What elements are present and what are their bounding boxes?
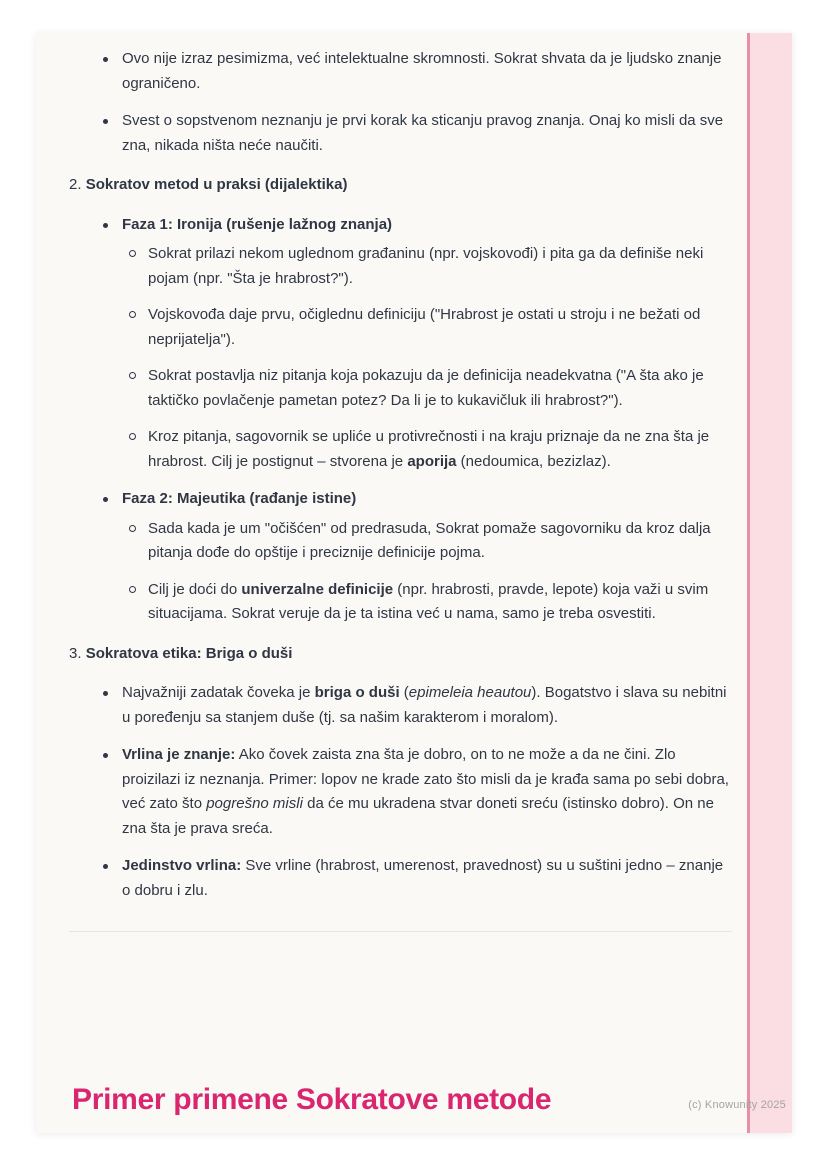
text-run: univerzalne definicije	[241, 580, 394, 598]
sub-bullet-list	[122, 242, 732, 474]
text-run: Vojskovođa daje prvu, očiglednu definiciju ("Hrabrost je ostati u stroju i ne bežati od neprijatelja").	[148, 306, 701, 348]
text-run: Vrlina je znanje:	[122, 746, 236, 763]
list-item	[69, 213, 732, 475]
content-blocks	[36, 33, 792, 932]
text-run: aporija	[407, 452, 457, 470]
text-run: Sokratov metod u praksi (dijalektika)	[85, 176, 348, 193]
text-run: Svest o sopstvenom neznanju je prvi korak ka sticanju pravog znanja. Onaj ko misli da sve zna, nikada ništa neće naučiti.	[122, 112, 724, 154]
text-run: Sokratova etika: Briga o duši	[85, 644, 293, 662]
section-heading	[69, 173, 732, 198]
list-number: 3.	[69, 644, 86, 662]
sub-list-item	[122, 425, 732, 474]
list-number: 2.	[69, 176, 86, 193]
page-title: Primer primene Sokratove metode	[72, 1083, 552, 1116]
section-heading	[69, 642, 732, 667]
sub-bullet-list	[122, 517, 732, 627]
sub-list-item	[122, 578, 732, 627]
text-run: ). Bogatstvo i slava su nebitni u poređenju sa stanjem duše (tj. sa našim karakterom i moralom).	[122, 684, 727, 726]
list-item	[69, 854, 732, 903]
bullet-list	[69, 681, 732, 903]
text-run: Sada kada je um "očišćen" od predrasuda, Sokrat pomaže sagovorniku da kroz dalja pitanja dođe do opštije i preciznije definicije pojma.	[148, 519, 711, 561]
text-run: epimeleia heautou	[408, 684, 532, 701]
text-run: da će mu ukradena stvar doneti sreću (istinsko dobro). On ne zna šta je prava sreća.	[122, 795, 714, 837]
text-run: (nedoumica, bezizlaz).	[456, 452, 611, 470]
sub-list-item	[122, 242, 732, 291]
list-item	[69, 681, 732, 730]
text-run: Faza 2: Majeutika (rađanje istine)	[122, 490, 357, 507]
text-run: Sokrat postavlja niz pitanja koja pokazuju da je definicija neadekvatna ("A šta ako je taktičko povlačenje pametan potez? Da li je to kukavičluk ili hrabrost?").	[148, 367, 704, 409]
text-run: pogrešno misli	[206, 795, 303, 812]
bullet-list	[69, 47, 732, 158]
divider	[69, 931, 732, 932]
list-item	[69, 487, 732, 627]
text-run: Kroz pitanja, sagovornik se upliće u protivrečnosti i na kraju priznaje da ne zna šta je hrabrost. Cilj je postignut – stvorena je	[148, 428, 710, 470]
text-run: (npr. hrabrosti, pravde, lepote) koja važi u svim situacijama. Sokrat veruje da je ta istina već u nama, samo je treba osvestiti.	[148, 580, 709, 622]
text-run: Sve vrline (hrabrost, umerenost, pravednost) su u suštini jedno – znanje o dobru i zlu.	[122, 857, 724, 899]
text-run: briga o duši	[314, 684, 400, 701]
sub-list-item	[122, 364, 732, 413]
list-item	[69, 47, 732, 96]
watermark: (c) Knowunity 2025	[688, 1099, 786, 1111]
list-item	[69, 743, 732, 841]
text-run: Sokrat prilazi nekom uglednom građaninu (npr. vojskovođi) i pita ga da definiše neki pojam (npr. "Šta je hrabrost?").	[148, 245, 704, 287]
list-item	[69, 109, 732, 158]
bullet-list	[69, 213, 732, 627]
text-run: Cilj je doći do	[148, 580, 242, 598]
text-run: Najvažniji zadatak čoveka je	[122, 684, 315, 701]
text-run: Jedinstvo vrlina:	[122, 857, 242, 874]
text-run: (	[399, 684, 409, 701]
document-page	[36, 33, 792, 1133]
sub-list-item	[122, 303, 732, 352]
text-run: Faza 1: Ironija (rušenje lažnog znanja)	[122, 215, 393, 233]
text-run: Ovo nije izraz pesimizma, već intelektualne skromnosti. Sokrat shvata da je ljudsko znanje ograničeno.	[122, 50, 722, 92]
sub-list-item	[122, 517, 732, 566]
text-run: Ako čovek zaista zna šta je dobro, on to ne može a da ne čini. Zlo proizilazi iz neznanja. Primer: lopov ne krade zato što misli da je krađa sama po sebi dobra, već zato što	[122, 746, 729, 812]
